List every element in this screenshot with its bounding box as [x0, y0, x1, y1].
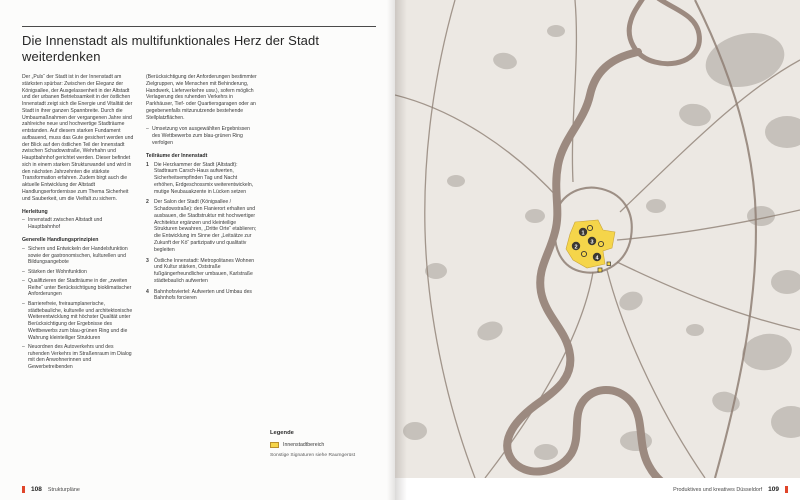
innenstadt-swatch-icon: [270, 442, 279, 448]
legend-item-label: Innenstadtbereich: [283, 441, 325, 448]
title-rule: [22, 26, 376, 27]
marker-4-label: 4: [595, 255, 599, 262]
herleitung-item: – Innenstadt zwischen Altstadt und Hauptbahnhof: [22, 217, 134, 231]
title-line2: weiterdenken: [22, 48, 101, 64]
teilraeume-item: [146, 162, 258, 196]
item-text: Östliche Innenstadt: Metropolitanes Wohnen und Kultur stärken, Oststraße fußgängerfreundlicher umbauen, Karlstraße städtebaulich aufwerten: [154, 257, 255, 284]
highlight-square-icon: [607, 262, 611, 266]
section-label-left: Strukturpläne: [47, 486, 80, 493]
item-number: 4: [146, 288, 149, 295]
highlight-square-icon: [598, 268, 602, 272]
title-block: [22, 26, 376, 64]
poi-dot-icon: [598, 241, 603, 246]
prinzipien-item: – Stärken der Wohnfunktion: [22, 269, 134, 276]
item-text: Der Salon der Stadt (Königsallee / Schadowstraße): den Flanierort erhalten und ausbauen, die Stadtstruktur mit hochwertiger Architektur ergänzen und kleinteilige Strukturen bewahren, „Dritte Orte“ etablieren; die Entwicklung im Sinne der „Leitsätze zur Zukunft der Kö“ partizipativ und qualitativ begleiten: [154, 199, 257, 253]
poi-dot-icon: [587, 225, 592, 230]
legend-item: [270, 442, 388, 449]
page-left: [0, 0, 395, 500]
item-number: 1: [146, 161, 149, 168]
legend-note: Sonstige Signaturen siehe Raumgerüst: [270, 452, 356, 458]
column-2: [146, 74, 258, 459]
marker-3-label: 3: [590, 239, 594, 246]
column-3: [270, 74, 388, 459]
page-title: [22, 33, 376, 64]
red-tick-icon: [22, 486, 25, 493]
prinzipien-item: – Neuordnen des Autoverkehrs und des ruhenden Verkehrs im Straßenraum im Dialog mit den Anwohnerinnen und Gewerbetreibenden: [22, 344, 134, 371]
col2-list: [146, 126, 258, 146]
marker-1-label: 1: [581, 230, 585, 237]
red-tick-icon: [785, 486, 788, 493]
item-number: 2: [146, 199, 149, 206]
prinzipien-item: – Barrierefreie, freiraumplanerische, städtebauliche, kulturelle und architektonische Weiterentwicklung mit höchster Qualität unter Berücksichtigung der Ergebnisse des Wettbewerbs zum blau-grünen Ring und die Wahrung kleinteiliger Strukturen: [22, 301, 134, 342]
footer-left: [22, 486, 80, 493]
city-map: [395, 0, 800, 478]
text-columns: [22, 74, 388, 459]
col2-item: – Umsetzung von ausgewählten Ergebnissen des Wettbewerbs zum blau-grünen Ring verfolgen: [146, 126, 258, 146]
intro-paragraph: Der „Puls“ der Stadt ist in der Innenstadt am stärksten spürbar: Zwischen der Eleganz der Königsallee, der Ausgelassenheit in der Altstadt und der urbanen Betriebsamkeit in der östlichen Innenstadt zeigt sich die Energie und Vitalität der Stadt in ihrer ganzen Spannbreite. Durch die Umbaumaßnahmen der vergangenen Jahre sind zahlreiche neue und hochwertige Stadträume entstanden. Auf diesem starken Fundament aufbauend, muss das Gute gesichert werden und der Blick auf den östlichen Teil der Innenstadt zwischen Schadowstraße, Wehrhahn und Hauptbahnhof gerichtet werden. Dieser befindet sich in einem starken Strukturwandel und wird in den nächsten Jahrzehnten die stärkste Transformation erfahren. Zudem birgt auch die aktuelle Entwicklung der Altstadt Handlungserfordernisse zum Thema Sicherheit und Sauberkeit, um die Vielfalt zu sichern.: [22, 74, 134, 202]
herleitung-heading: Herleitung: [22, 208, 48, 215]
continuation-paragraph: (Berücksichtigung der Anforderungen bestimmter Zielgruppen, wie Menschen mit Behinderung, Handwerk, Lieferverkehre usw.), sofern möglich Verlagerung des ruhenden Verkehrs in Parkhäuser, Tief- oder Quartiersgaragen oder an gegebenenfalls mitzunutzende bestehende Stellplatzflächen.: [146, 74, 257, 121]
poi-dot-icon: [581, 251, 586, 256]
teilraeume-item: [146, 199, 258, 253]
teilraeume-list: [146, 162, 258, 303]
prinzipien-list: [22, 246, 134, 371]
teilraeume-heading: Teilräume der Innenstadt: [146, 152, 208, 159]
prinzipien-heading: Generelle Handlungsprinzipien: [22, 236, 99, 243]
item-text: Bahnhofsviertel: Aufwerten und Umbau des Bahnhofs forcieren: [154, 288, 252, 302]
page-right: [395, 0, 800, 500]
page-number-right: 109: [768, 486, 779, 493]
title-line1: Die Innenstadt als multifunktionales Herz der Stadt: [22, 33, 320, 48]
footer-right: [673, 486, 788, 493]
marker-2-label: 2: [574, 244, 578, 251]
column-1: [22, 74, 134, 459]
prinzipien-item: – Sichern und Entwickeln der Handelsfunktion sowie der gastronomischen, kulturellen und Bildungsangebote: [22, 246, 134, 266]
herleitung-list: [22, 217, 134, 231]
item-text: Die Herzkammer der Stadt (Altstadt): Stadtraum Carsch-Haus aufwerten, Sicherheitsempfinden Tag und Nacht erhöhen, Erdgeschossmix weiterentwickeln, mutige Neubauakzente in Lücken setzen: [154, 161, 254, 195]
legend-title: Legende: [270, 430, 294, 436]
prinzipien-item: – Qualifizieren der Stadträume in der „zweiten Reihe“ unter Berücksichtigung bioklimatischer Anforderungen: [22, 278, 134, 298]
teilraeume-item: [146, 258, 258, 285]
item-number: 3: [146, 257, 149, 264]
page-number-left: 108: [31, 486, 42, 493]
map-legend: [270, 430, 388, 459]
map-svg: [395, 0, 800, 478]
teilraeume-item: [146, 289, 258, 303]
section-label-right: Produktives und kreatives Düsseldorf: [673, 486, 763, 493]
